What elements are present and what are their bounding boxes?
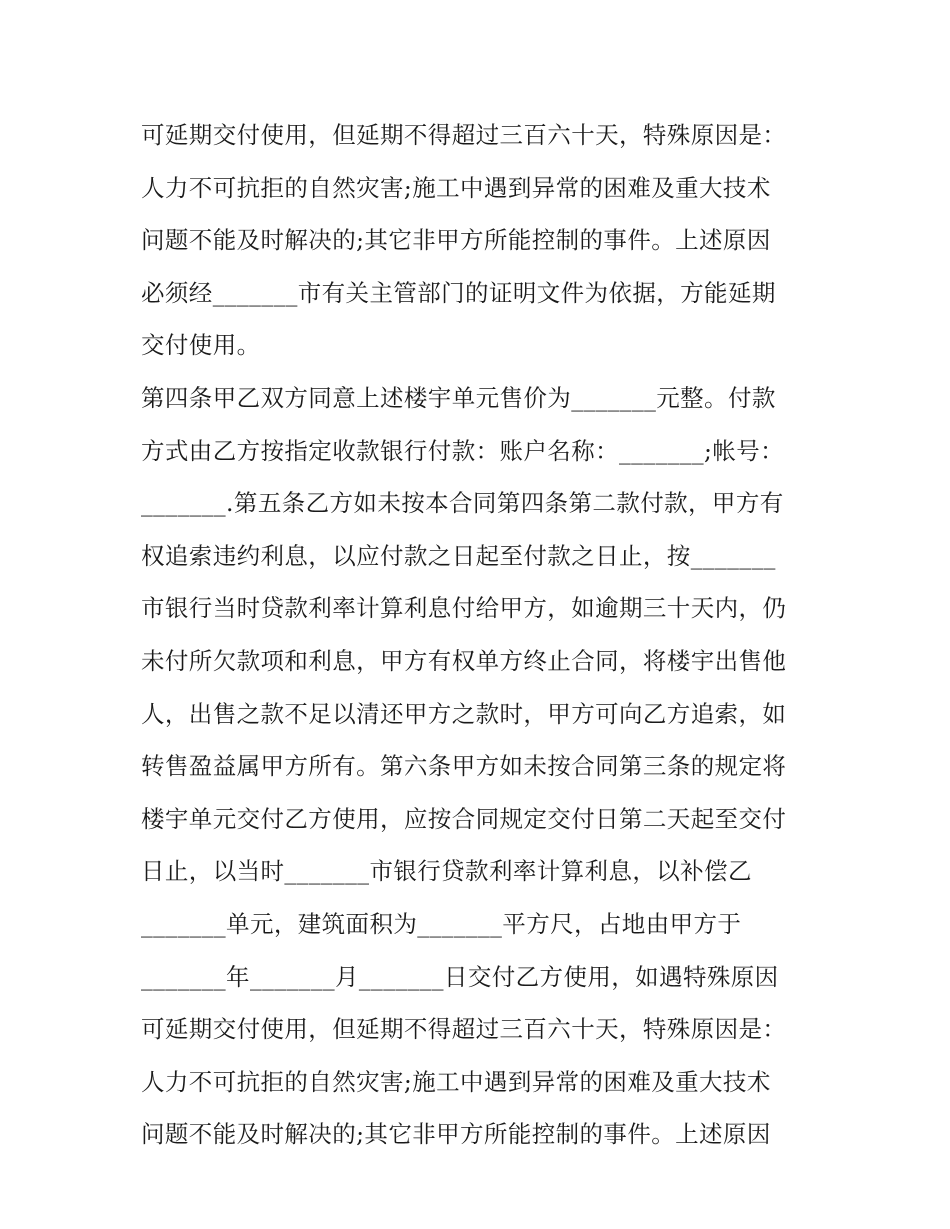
contract-text-block: [141, 109, 841, 1161]
text-line: _______单元，建筑面积为_______平方尺，占地由甲方于: [141, 909, 742, 938]
text-line: 未付所欠款项和利息，甲方有权单方终止合同，将楼宇出售他: [141, 646, 787, 675]
text-line: 方式由乙方按指定收款银行付款：账户名称：_______;帐号：: [141, 436, 785, 465]
text-line: _______年_______月_______日交付乙方使用，如遇特殊原因: [141, 962, 779, 991]
text-line: 可延期交付使用，但延期不得超过三百六十天，特殊原因是：: [141, 1015, 787, 1044]
text-line: 交付使用。: [141, 331, 261, 360]
text-line: 转售盈益属甲方所有。第六条甲方如未按合同第三条的规定将: [141, 752, 787, 781]
text-line: 问题不能及时解决的;其它非甲方所能控制的事件。上述原因: [141, 226, 771, 255]
text-line: 市银行当时贷款利率计算利息付给甲方，如逾期三十天内，仍: [141, 594, 787, 623]
text-line: 可延期交付使用，但延期不得超过三百六十天，特殊原因是：: [141, 121, 787, 149]
text-line: 楼宇单元交付乙方使用，应按合同规定交付日第二天起至交付: [141, 804, 787, 833]
text-line: 第四条甲乙双方同意上述楼宇单元售价为_______元整。付款: [141, 383, 776, 412]
text-line: 必须经_______市有关主管部门的证明文件为依据，方能延期: [141, 278, 776, 307]
text-line: 人力不可抗拒的自然灾害;施工中遇到异常的困难及重大技术: [141, 173, 771, 202]
text-line: 权追索违约利息，以应付款之日起至付款之日止，按_______: [141, 541, 776, 570]
text-line: 问题不能及时解决的;其它非甲方所能控制的事件。上述原因: [141, 1120, 771, 1149]
text-line: _______.第五条乙方如未按本合同第四条第二款付款，甲方有: [141, 489, 784, 518]
text-line: 日止，以当时_______市银行贷款利率计算利息，以补偿乙: [141, 857, 752, 886]
text-line: 人，出售之款不足以清还甲方之款时，甲方可向乙方追索，如: [141, 699, 787, 728]
text-line: 人力不可抗拒的自然灾害;施工中遇到异常的困难及重大技术: [141, 1067, 771, 1096]
